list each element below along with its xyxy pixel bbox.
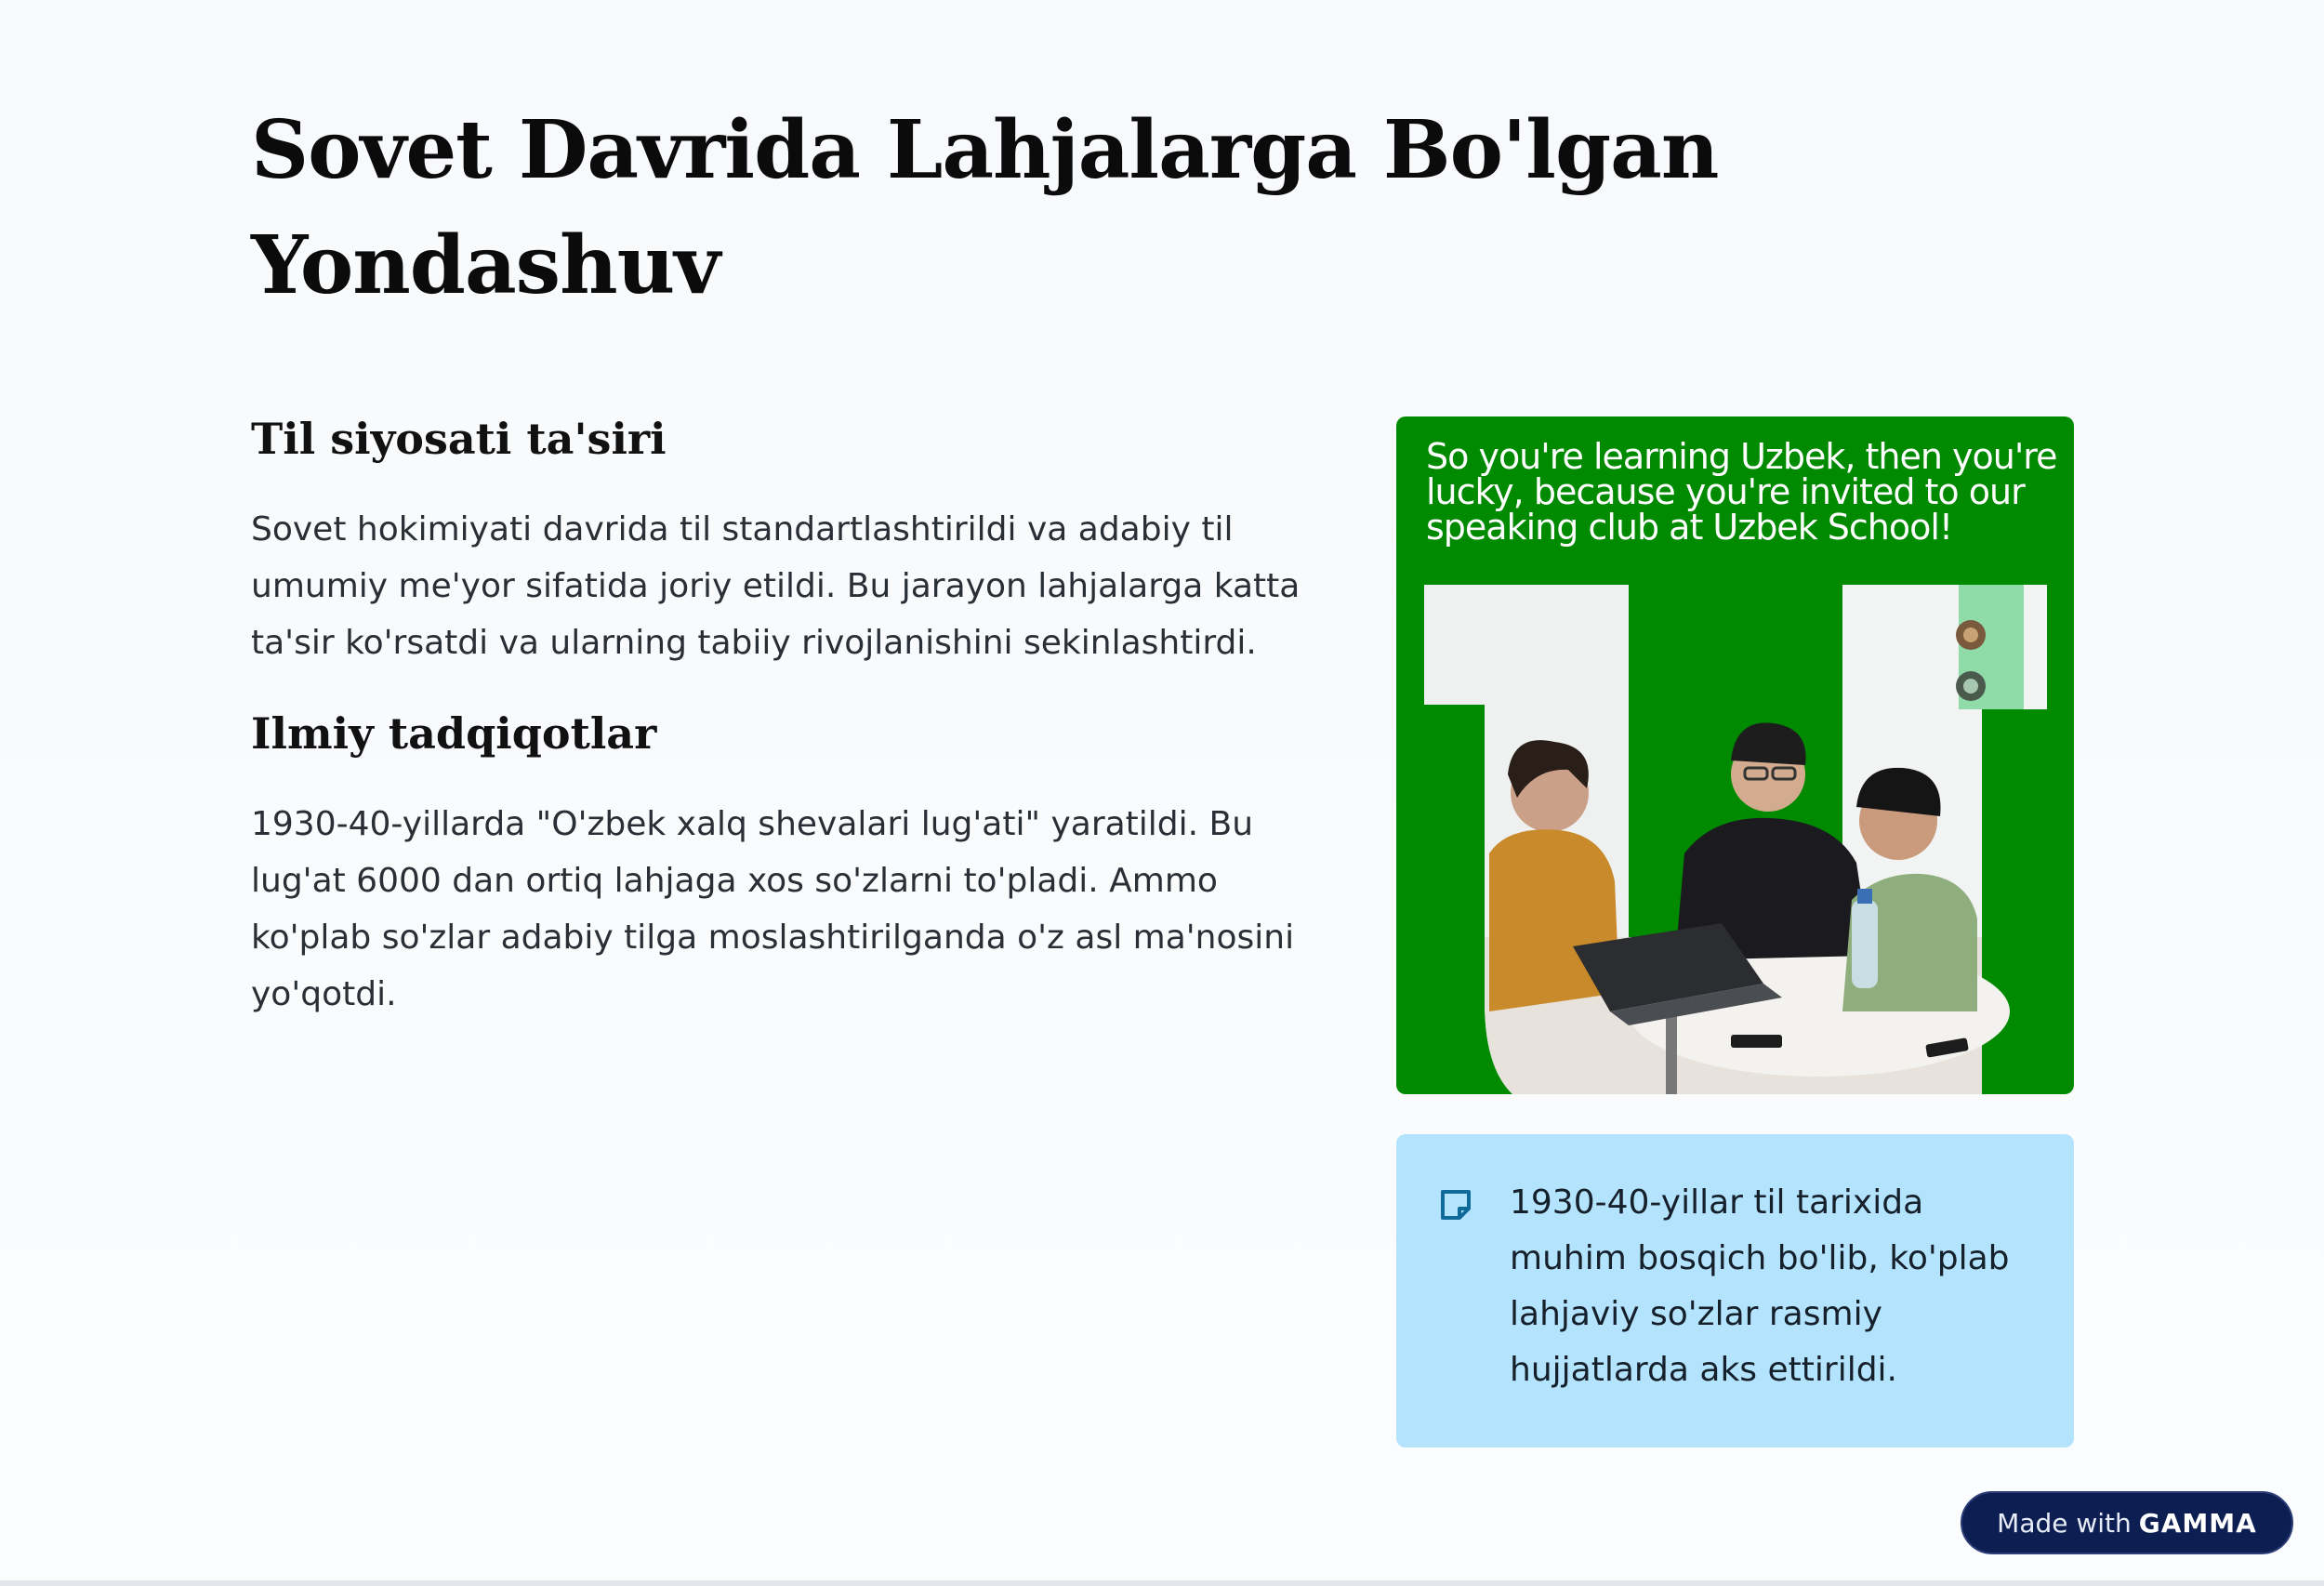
page-title: Sovet Davrida Lahjalarga Bo'lgan Yondashuv [251, 103, 1719, 312]
promo-image [1396, 416, 2074, 1094]
gamma-logo: GAMMA [2138, 1507, 2257, 1539]
section-heading-language-policy: Til siyosati ta'siri [251, 414, 667, 464]
slide-divider [0, 1580, 2324, 1586]
note-text: 1930-40-yillar til tarixida muhim bosqich bo'lib, ko'plab lahjaviy so'zlar rasmiy hujjatlarda aks ettirildi. [1510, 1183, 2010, 1389]
section-body-research: 1930-40-yillarda "O'zbek xalq shevalari lug'ati" yaratildi. Bu lug'at 6000 dan ortiq lahjaga xos so'zlarni to'pladi. Ammo ko'plab so'zlar adabiy tilga moslashtirilganda o'z asl ma'nosini yo'qotdi. [251, 805, 1295, 1013]
badge-prefix: Made with [1997, 1507, 2132, 1539]
sticky-note-icon [1437, 1186, 1474, 1223]
section-body-language-policy: Sovet hokimiyati davrida til standartlashtirildi va adabiy til umumiy me'yor sifatida joriy etildi. Bu jarayon lahjalarga katta ta'sir ko'rsatdi va ularning tabiiy rivojlanishini sekinlashtirdi. [251, 510, 1301, 662]
note-box [1396, 1134, 2074, 1447]
promo-caption: So you're learning Uzbek, then you're lucky, because you're invited to our speaking club at Uzbek School! [1426, 436, 2057, 548]
made-with-gamma-badge[interactable] [1961, 1491, 2293, 1554]
section-heading-research: Ilmiy tadqiqotlar [251, 708, 657, 759]
